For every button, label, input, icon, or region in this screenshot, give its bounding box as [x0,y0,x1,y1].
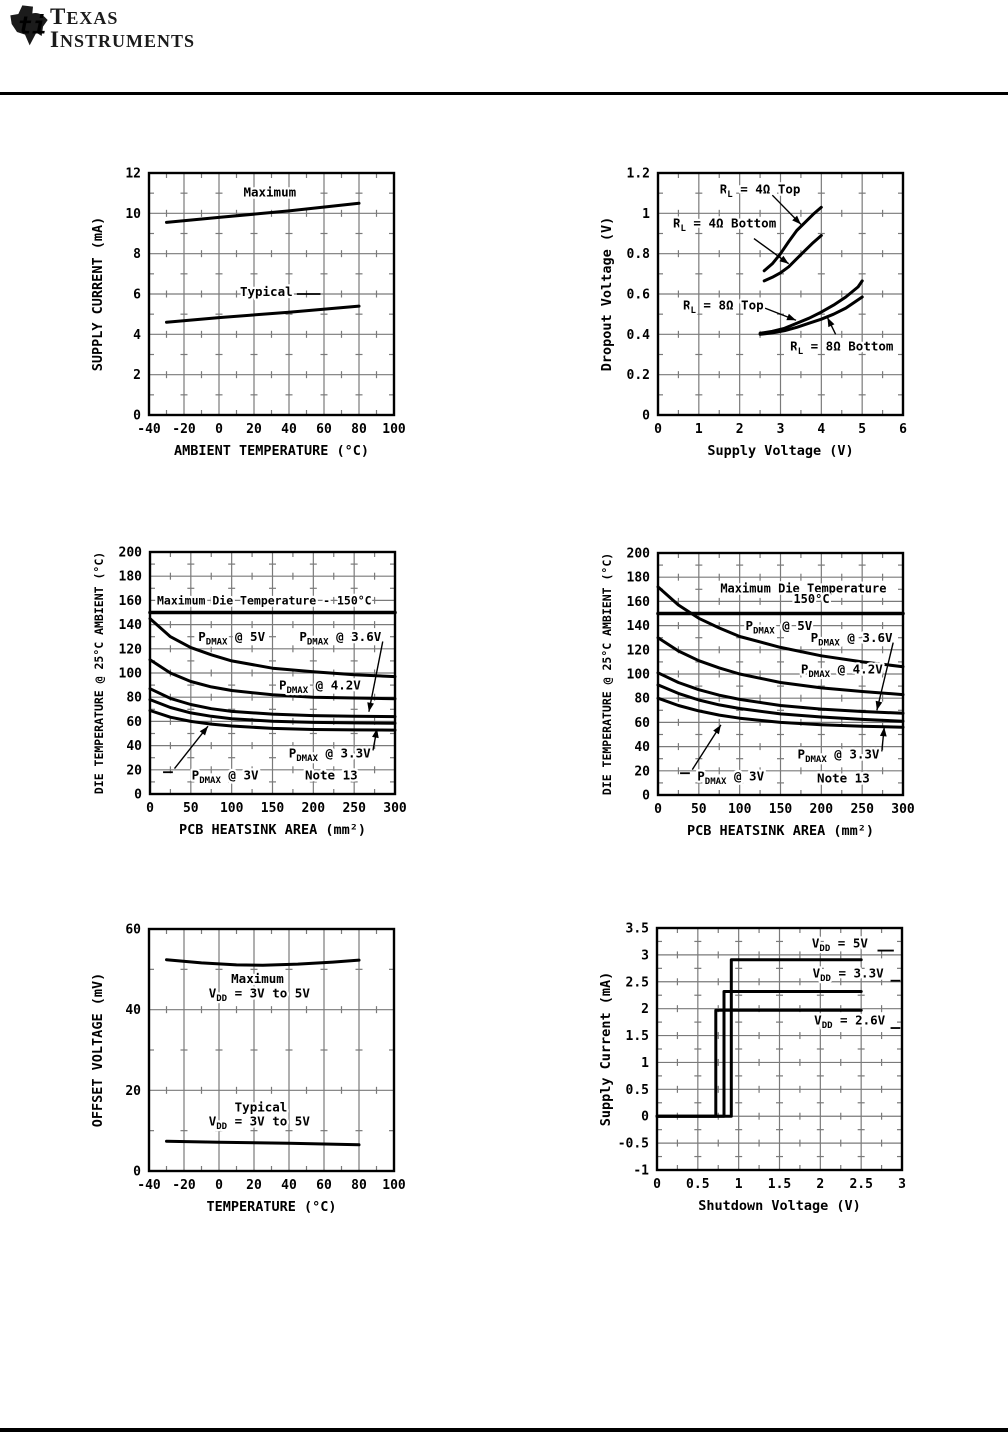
y-tick-label: 12 [125,166,141,182]
tick-labels-group [119,546,407,817]
y-tick-label: 40 [126,739,142,755]
y-tick-label: 200 [626,546,650,562]
arrowhead-icon [827,318,834,328]
y-tick-label: 100 [626,667,650,683]
x-axis-label: AMBIENT TEMPERATURE (°C) [173,443,370,459]
y-tick-label: 160 [626,594,650,610]
y-tick-label: 2 [133,368,141,384]
y-tick-label: 20 [634,764,650,780]
die-temperature-vs-pcb-heatsink-area-2-plot [593,539,1008,851]
gridlines-group [657,928,902,1170]
annotation-label: $V_{DD} = 3.3V$ [812,965,884,984]
x-tick-label: -40 [137,422,161,437]
header-rule [0,92,1008,95]
x-tick-label: 300 [383,801,407,816]
annotations-group [812,935,900,1031]
x-axis-label: PCB HEATSINK AREA (mm²) [687,823,874,839]
annotation-label: $P_{DMAX}$ @ 3.3V [797,746,880,766]
y-tick-label: 80 [126,690,142,706]
series-maximum-vdd-3v-to-5v [167,960,360,966]
annotation-label: Note 13 [817,770,870,786]
series-group [167,203,360,322]
x-tick-label: -40 [137,1178,161,1193]
chart-dropout-voltage-vs-supply-voltage [593,159,1008,475]
x-tick-label: 50 [690,802,707,817]
x-tick-label: 200 [301,801,326,816]
y-axis-label: Supply Current (mA) [598,971,614,1127]
x-tick-label: 300 [891,802,915,817]
annotation-label: $R_L = 8\Omega$ Bottom [790,338,894,358]
y-tick-label: 1.5 [625,1029,649,1045]
x-tick-label: 150 [768,802,793,817]
x-tick-label: 0 [146,801,154,816]
y-tick-label: 180 [626,570,650,586]
chart-die-temperature-vs-pcb-heatsink-area-1 [85,538,545,854]
annotation-label: $P_{DMAX}$ @ 4.2V [800,661,883,680]
annotation-label: Maximum [243,184,297,200]
annotation-label: Typical [239,284,293,300]
y-tick-label: 180 [118,569,142,585]
x-tick-label: 1 [734,1177,743,1192]
y-axis-label: DIE TEMPERATURE @ 25°C AMBIENT (°C) [92,551,106,795]
x-tick-label: -20 [172,1178,196,1193]
annotation-label: Typical [234,1099,288,1115]
supply-current-vs-shutdown-voltage-plot [592,914,1008,1226]
x-tick-label: 250 [342,801,366,816]
chart-supply-current-vs-ambient-temperature [84,159,544,475]
annotation-label: $V_{DD} = 3V$ to 5V [208,1113,310,1133]
offset-voltage-vs-temperature-plot [84,915,544,1227]
y-axis-label: DIE TEMPERATURE @ 25°C AMBIENT (°C) [600,552,614,796]
x-tick-label: 2 [816,1177,825,1192]
x-tick-label: 60 [316,1178,332,1193]
tick-labels-group [627,167,908,438]
annotation-label: $P_{DMAX}$ @ 3V [697,768,765,787]
x-tick-label: 20 [246,422,262,437]
x-tick-label: 1.5 [767,1177,792,1192]
x-tick-label: 100 [727,802,752,817]
x-tick-label: 2.5 [849,1177,873,1192]
x-tick-label: 80 [351,422,367,437]
annotation-label: 150°C [793,592,830,607]
arrowhead-icon [786,314,796,320]
x-tick-label: 40 [281,422,297,437]
y-tick-label: 8 [133,247,141,263]
annotation-label: Maximum [231,971,284,987]
x-tick-label: 5 [858,422,867,437]
annotation-arrow-line [877,643,893,711]
supply-current-vs-ambient-temperature-plot [84,159,544,471]
y-tick-label: 3 [641,948,649,964]
x-tick-label: 60 [316,422,332,437]
brand-line-instruments: INSTRUMENTS [50,27,195,52]
y-tick-label: 0 [642,788,650,804]
annotation-label: $P_{DMAX}$ @ 4.2V [278,677,361,696]
arrowhead-icon [367,702,374,711]
y-tick-label: 0 [642,408,650,424]
annotation-label: $V_{DD} = 3V$ to 5V [208,985,310,1005]
y-tick-label: 1.2 [626,166,650,182]
y-tick-label: 120 [626,643,650,659]
y-tick-label: -0.5 [617,1136,649,1152]
y-tick-label: 0 [641,1109,649,1125]
x-tick-label: 150 [260,801,285,816]
x-tick-label: 2 [735,422,744,437]
x-tick-label: -20 [172,422,196,437]
x-tick-label: 20 [246,1178,262,1193]
x-axis-label: Supply Voltage (V) [707,443,854,459]
y-tick-label: 0 [133,1164,141,1180]
annotation-label: Note 13 [304,767,358,783]
x-tick-label: 4 [817,422,826,437]
annotation-label: $R_L = 8\Omega$ Top [682,297,764,316]
annotation-label: $R_L = 4\Omega$ Top [719,181,801,200]
tick-labels-group [125,923,406,1194]
annotation-label: Maximum Die Temperature [720,581,887,596]
dropout-voltage-vs-supply-voltage-plot [593,159,1008,471]
die-temperature-vs-pcb-heatsink-area-1-plot [85,538,545,850]
annotation-label: $P_{DMAX}$ @ 3.6V [810,629,893,649]
arrowhead-icon [713,725,721,734]
annotations-group [209,971,311,1132]
x-tick-label: 3 [776,422,785,437]
x-tick-label: 50 [182,801,199,816]
x-tick-label: 0 [653,1177,661,1192]
x-tick-label: 0 [654,802,662,817]
annotation-label: $P_{DMAX}$ @ 3V [191,767,259,786]
y-tick-label: 6 [133,287,141,303]
brand-line-texas: TEXAS [50,4,119,29]
y-tick-label: 60 [634,715,650,731]
x-tick-label: 100 [219,801,244,816]
x-tick-label: 6 [899,422,907,437]
y-tick-label: 20 [125,1083,141,1099]
x-tick-label: 40 [281,1178,297,1193]
annotations-group [240,184,321,299]
ti-logo-icon [9,3,49,49]
y-tick-label: 60 [125,922,141,938]
y-tick-label: 3.5 [625,921,649,937]
y-tick-label: 140 [626,619,650,635]
annotation-label: $P_{DMAX}$ @ 5V [198,628,266,648]
tick-labels-group [618,922,906,1193]
x-tick-label: 200 [809,802,834,817]
y-tick-label: 10 [125,206,141,222]
y-tick-label: 120 [118,642,142,658]
x-tick-label: 0.5 [686,1177,710,1192]
y-tick-label: 1 [642,206,650,222]
y-tick-label: 0.4 [626,327,650,343]
x-tick-label: 3 [898,1177,906,1192]
chart-offset-voltage-vs-temperature [84,915,544,1231]
y-axis-label: OFFSET VOLTAGE (mV) [90,972,106,1128]
y-tick-label: 160 [118,593,142,609]
x-tick-label: 0 [654,422,662,437]
annotation-label: $R_L = 4\Omega$ Bottom [672,215,777,235]
x-axis-label: Shutdown Voltage (V) [698,1198,861,1214]
y-tick-label: 60 [126,714,142,730]
series-typical-vdd-3v-to-5v [167,1141,360,1145]
y-tick-label: 0.8 [626,247,650,263]
annotation-label: $P_{DMAX}$ @ 3.6V [299,628,382,648]
chart-die-temperature-vs-pcb-heatsink-area-2 [593,539,1008,855]
y-axis-label: SUPPLY CURRENT (mA) [90,216,106,372]
chart-supply-current-vs-shutdown-voltage [592,914,1008,1230]
y-tick-label: 140 [118,618,142,634]
y-tick-label: 40 [125,1003,141,1019]
x-axis-label: PCB HEATSINK AREA (mm²) [179,822,366,838]
y-tick-label: 0 [134,787,142,803]
y-tick-label: 20 [126,763,142,779]
y-tick-label: 200 [118,545,142,561]
gridlines-group [658,173,903,415]
tick-labels-group [125,167,406,438]
annotation-label: $P_{DMAX}$ @ 3.3V [288,745,371,765]
y-tick-label: 0.2 [626,368,650,384]
x-tick-label: 100 [382,422,406,437]
arrowhead-icon [880,727,887,736]
x-tick-label: 80 [351,1178,367,1193]
x-tick-label: 0 [215,1178,223,1193]
y-tick-label: 40 [634,740,650,756]
y-tick-label: 0.5 [625,1082,649,1098]
x-tick-label: 100 [382,1178,406,1193]
y-tick-label: 4 [133,327,141,343]
ti-logo-letters: ti [17,11,47,40]
annotation-label: $V_{DD} = 2.6V$ [814,1012,886,1032]
annotation-label: $P_{DMAX}$ @ 5V [745,617,813,637]
x-tick-label: 1 [694,422,703,437]
y-tick-label: 1 [641,1055,649,1071]
x-tick-label: 250 [850,802,874,817]
x-axis-label: TEMPERATURE (°C) [206,1199,337,1215]
y-tick-label: 100 [118,666,142,682]
annotation-label: $V_{DD} = 5V$ [811,935,868,954]
y-tick-label: 80 [634,691,650,707]
y-tick-label: 2 [641,1002,649,1018]
annotation-label: Maximum Die Temperature - 150°C [156,593,372,608]
x-tick-label: 0 [215,422,223,437]
y-tick-label: 0.6 [626,287,650,303]
y-tick-label: 2.5 [625,975,649,991]
series-typical [167,306,360,322]
y-tick-label: 0 [133,408,141,424]
series-rl-4-bottom [764,236,821,281]
brand-wordmark [50,5,195,51]
footer-rule [0,1428,1008,1432]
y-tick-label: -1 [633,1163,649,1179]
y-axis-label: Dropout Voltage (V) [599,216,615,372]
